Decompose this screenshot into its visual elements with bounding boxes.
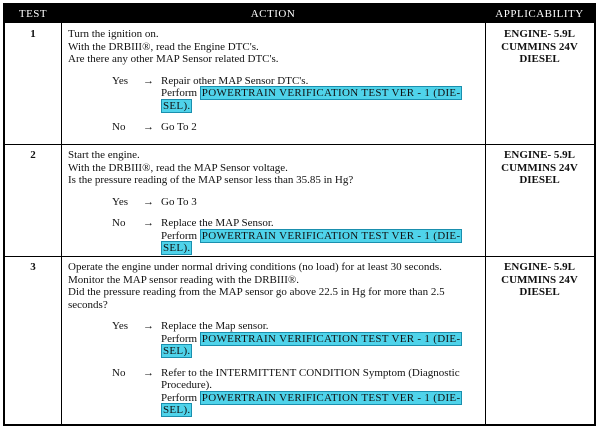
arrow-icon: → (143, 320, 154, 332)
branch-text: Go To 2 (161, 121, 197, 133)
branch-label: No (112, 121, 126, 133)
applicability-cell (485, 149, 594, 187)
arrow-icon: → (143, 217, 154, 229)
verification-test-link[interactable]: SEL). (163, 404, 191, 416)
action-line: Monitor the MAP sensor reading with the DRBIII®. (68, 273, 299, 286)
applicability-line: DIESEL (519, 174, 560, 186)
table-row (5, 259, 594, 423)
applicability-cell (485, 28, 594, 66)
branch-no (68, 217, 480, 255)
applicability-line: CUMMINS 24V (501, 40, 578, 53)
applicability-line: DIESEL (519, 286, 560, 298)
action-line: Turn the ignition on. (68, 28, 159, 40)
branch-text: Go To 3 (161, 195, 197, 208)
branch-yes (68, 196, 480, 209)
branch-text: Replace the Map sensor. (161, 320, 269, 332)
verification-test-link[interactable]: SEL). (163, 242, 191, 254)
arrow-icon: → (143, 121, 154, 133)
branch-label: Yes (112, 320, 129, 332)
table-row (5, 147, 594, 255)
branch-label: No (112, 217, 126, 229)
verification-test-link[interactable]: POWERTRAIN VERIFICATION TEST VER - 1 (DIE- (201, 87, 461, 99)
diagnostic-table (3, 3, 596, 426)
action-cell (68, 261, 480, 417)
arrow-icon: → (143, 366, 154, 379)
branch-label: Yes (112, 74, 129, 87)
applicability-line: CUMMINS 24V (501, 161, 578, 174)
verification-test-link[interactable]: POWERTRAIN VERIFICATION TEST VER - 1 (DIE- (201, 229, 461, 242)
applicability-line: DIESEL (519, 53, 560, 65)
branch-label: No (112, 366, 126, 379)
verification-test-link[interactable]: SEL). (163, 99, 191, 112)
action-cell (68, 149, 480, 255)
perform-label: Perform (161, 87, 198, 99)
table-header (5, 5, 594, 23)
branch-yes (68, 320, 480, 358)
perform-label: Perform (161, 391, 198, 404)
branch-label: Yes (112, 195, 129, 208)
table-row (5, 26, 594, 146)
action-line: Is the pressure reading of the MAP sensor less than 35.85 in Hg? (68, 174, 354, 186)
header-test: TEST (18, 8, 48, 20)
action-cell (68, 28, 480, 134)
action-line: Start the engine. (68, 149, 140, 161)
action-line: Are there any other MAP Sensor related DTC's. (68, 53, 279, 65)
arrow-icon: → (143, 74, 154, 87)
action-line: Operate the engine under normal driving conditions (no load) for at least 30 seconds. (68, 261, 442, 273)
branch-yes (68, 75, 480, 113)
perform-label: Perform (161, 332, 198, 345)
branch-text: Refer to the INTERMITTENT CONDITION Symptom (Diagnostic Procedure). (161, 366, 460, 391)
applicability-line: ENGINE- 5.9L (504, 149, 575, 161)
header-action: ACTION (250, 8, 296, 20)
applicability-cell (485, 261, 594, 299)
branch-no (68, 121, 480, 134)
action-line: Did the pressure reading from the MAP sensor go above 22.5 in Hg for more than 2.5 seconds? (68, 286, 445, 311)
applicability-line: ENGINE- 5.9L (504, 28, 575, 40)
action-line: With the DRBIII®, read the Engine DTC's. (68, 40, 259, 53)
action-line: With the DRBIII®, read the MAP Sensor voltage. (68, 161, 288, 174)
row-divider (5, 256, 594, 257)
branch-text: Replace the MAP Sensor. (161, 217, 274, 229)
perform-label: Perform (161, 229, 198, 242)
verification-test-link[interactable]: POWERTRAIN VERIFICATION TEST VER - 1 (DIE- (201, 332, 461, 345)
verification-test-link[interactable]: SEL). (163, 345, 191, 357)
verification-test-link[interactable]: POWERTRAIN VERIFICATION TEST VER - 1 (DIE- (201, 391, 461, 404)
arrow-icon: → (143, 195, 154, 208)
header-applicability: APPLICABILITY (495, 8, 584, 20)
applicability-line: ENGINE- 5.9L (504, 261, 575, 273)
test-number: 1 (30, 28, 36, 40)
branch-no (68, 367, 480, 417)
test-number: 3 (30, 261, 36, 273)
test-number: 2 (30, 149, 36, 161)
applicability-line: CUMMINS 24V (501, 273, 578, 286)
row-divider (5, 144, 594, 145)
branch-text: Repair other MAP Sensor DTC's. (161, 74, 309, 87)
